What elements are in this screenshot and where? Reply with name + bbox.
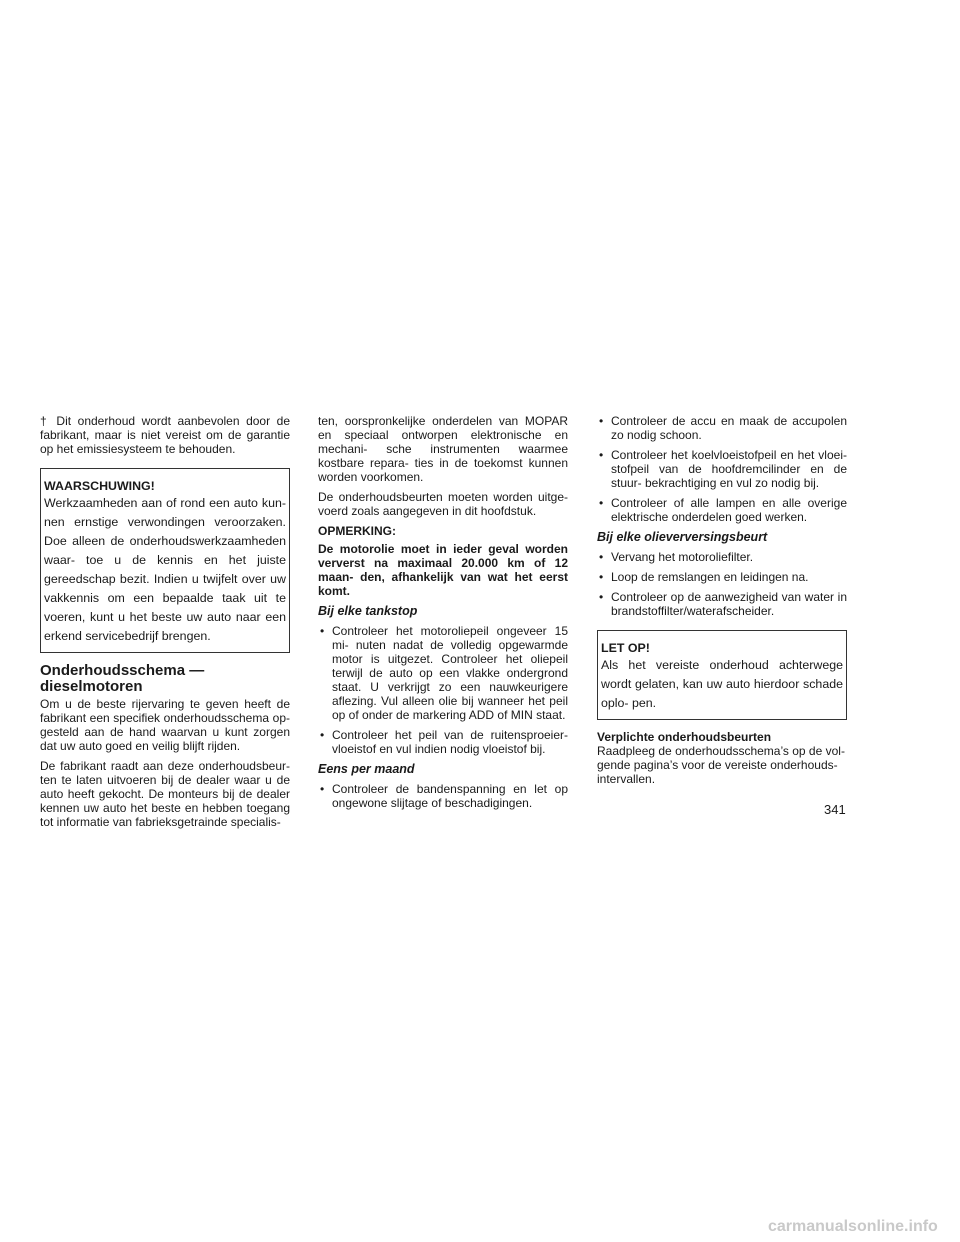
note-label: OPMERKING: <box>318 524 396 538</box>
section-heading <box>40 663 290 695</box>
subheading-monthly: Eens per maand <box>318 762 415 776</box>
warning-title: WAARSCHUWING! <box>44 479 155 493</box>
column-middle <box>318 414 568 816</box>
bullet-icon: • <box>320 624 325 638</box>
list-item-text: Controleer het koelvloeistofpeil en het vloei- stofpeil van de hoofdremcilinder en de stuur- bekrachtiging en vul zo nodig bij. <box>611 448 847 490</box>
bullet-icon: • <box>599 414 604 428</box>
warning-box <box>40 468 290 653</box>
list-item-text: Controleer de accu en maak de accupolen zo nodig schoon. <box>611 414 847 442</box>
bullet-icon: • <box>599 590 604 604</box>
bullet-list-monthly-continued <box>597 414 847 524</box>
list-item-text: Controleer of alle lampen en alle overige elektrische onderdelen goed werken. <box>611 496 847 524</box>
body-paragraph: Om u de beste rijervaring te geven heeft de fabrikant een specifiek onderhoudsschema op- gesteld aan de hand waarvan u kunt zorgen dat uw auto goed en veilig blijft rijden. <box>40 697 290 753</box>
warning-text: Werkzaamheden aan of rond een auto kun- nen ernstige verwondingen veroorzaken. Doe alleen de onderhoudswerkzaamheden waar- toe u de kennis en het juiste gereedschap bezit. Indien u twijfelt over uw vakkennis om een bepaalde taak uit te voeren, kunt u het beste uw auto naar een erkend servicebedrijf brengen. <box>44 496 286 643</box>
bullet-list-tankstop <box>318 624 568 756</box>
list-item <box>597 570 847 584</box>
list-item-text: Controleer het peil van de ruitensproeier- vloeistof en vul indien nodig vloeistof bij. <box>332 728 568 756</box>
list-item <box>597 550 847 564</box>
list-item <box>318 624 568 722</box>
body-paragraph: De onderhoudsbeurten moeten worden uitge- voerd zoals aangegeven in dit hoofdstuk. <box>318 490 568 518</box>
subheading-required-service: Verplichte onderhoudsbeurten <box>597 730 772 744</box>
list-item-text: Controleer de bandenspanning en let op ongewone slijtage of beschadigingen. <box>332 782 568 810</box>
column-left <box>40 414 290 835</box>
bullet-icon: • <box>599 496 604 510</box>
caution-text: Als het vereiste onderhoud achterwege wordt gelaten, kan uw auto hierdoor schade oplo- pen. <box>601 658 843 710</box>
closing-paragraph: Raadpleeg de onderhoudsschema’s op de vol- gende pagina’s voor de vereiste onderhouds- intervallen. <box>597 744 845 786</box>
bullet-list-monthly <box>318 782 568 810</box>
subheading-tankstop: Bij elke tankstop <box>318 604 418 618</box>
watermark: carmanualsonline.info <box>768 1218 938 1235</box>
list-item <box>597 590 847 618</box>
list-item-text: Loop de remslangen en leidingen na. <box>611 570 809 584</box>
bullet-icon: • <box>599 448 604 462</box>
note-text: De motorolie moet in ieder geval worden ververst na maximaal 20.000 km of 12 maan- den, afhankelijk van wat het eerst komt. <box>318 542 568 598</box>
list-item <box>318 728 568 756</box>
bullet-list-oil-change <box>597 550 847 618</box>
list-item-text: Vervang het motoroliefilter. <box>611 550 754 564</box>
list-item <box>318 782 568 810</box>
section-heading-line1: Onderhoudsschema — <box>40 662 205 679</box>
caution-box <box>597 630 847 720</box>
caution-title: LET OP! <box>601 641 650 655</box>
list-item-text: Controleer op de aanwezigheid van water in brandstoffilter/waterafscheider. <box>611 590 847 618</box>
list-item-text: Controleer het motoroliepeil ongeveer 15 mi- nuten nadat de volledig opgewarmde motor is uitgezet. Controleer het oliepeil terwijl de auto op een vlakke ondergrond staat. U verkrijgt zo een nauwkeurigere aflezing. Vul alleen olie bij wanneer het peil op of onder de markering ADD of MIN staat. <box>332 624 568 722</box>
list-item <box>597 496 847 524</box>
bullet-icon: • <box>320 782 325 796</box>
bullet-icon: • <box>320 728 325 742</box>
body-paragraph: De fabrikant raadt aan deze onderhoudsbeur- ten te laten uitvoeren bij de dealer waar u de auto heeft gekocht. De monteurs bij de dealer kennen uw auto het beste en hebben toegang tot informatie van fabrieksgetrainde specialis- <box>40 759 290 829</box>
list-item <box>597 448 847 490</box>
subheading-oil-change: Bij elke olieverversingsbeurt <box>597 530 768 544</box>
column-right <box>597 414 847 792</box>
list-item <box>597 414 847 442</box>
bullet-icon: • <box>599 570 604 584</box>
body-paragraph: ten, oorspronkelijke onderdelen van MOPAR en speciaal ontworpen elektronische en mechani- sche instrumenten waarmee kostbare repara- ties in de toekomst kunnen worden voorkomen. <box>318 414 568 484</box>
section-heading-line2: dieselmotoren <box>40 678 143 695</box>
emission-footnote: † Dit onderhoud wordt aanbevolen door de fabrikant, maar is niet vereist om de garantie op het emissiesysteem te behouden. <box>40 414 290 456</box>
bullet-icon: • <box>599 550 604 564</box>
page-number: 341 <box>824 802 846 817</box>
